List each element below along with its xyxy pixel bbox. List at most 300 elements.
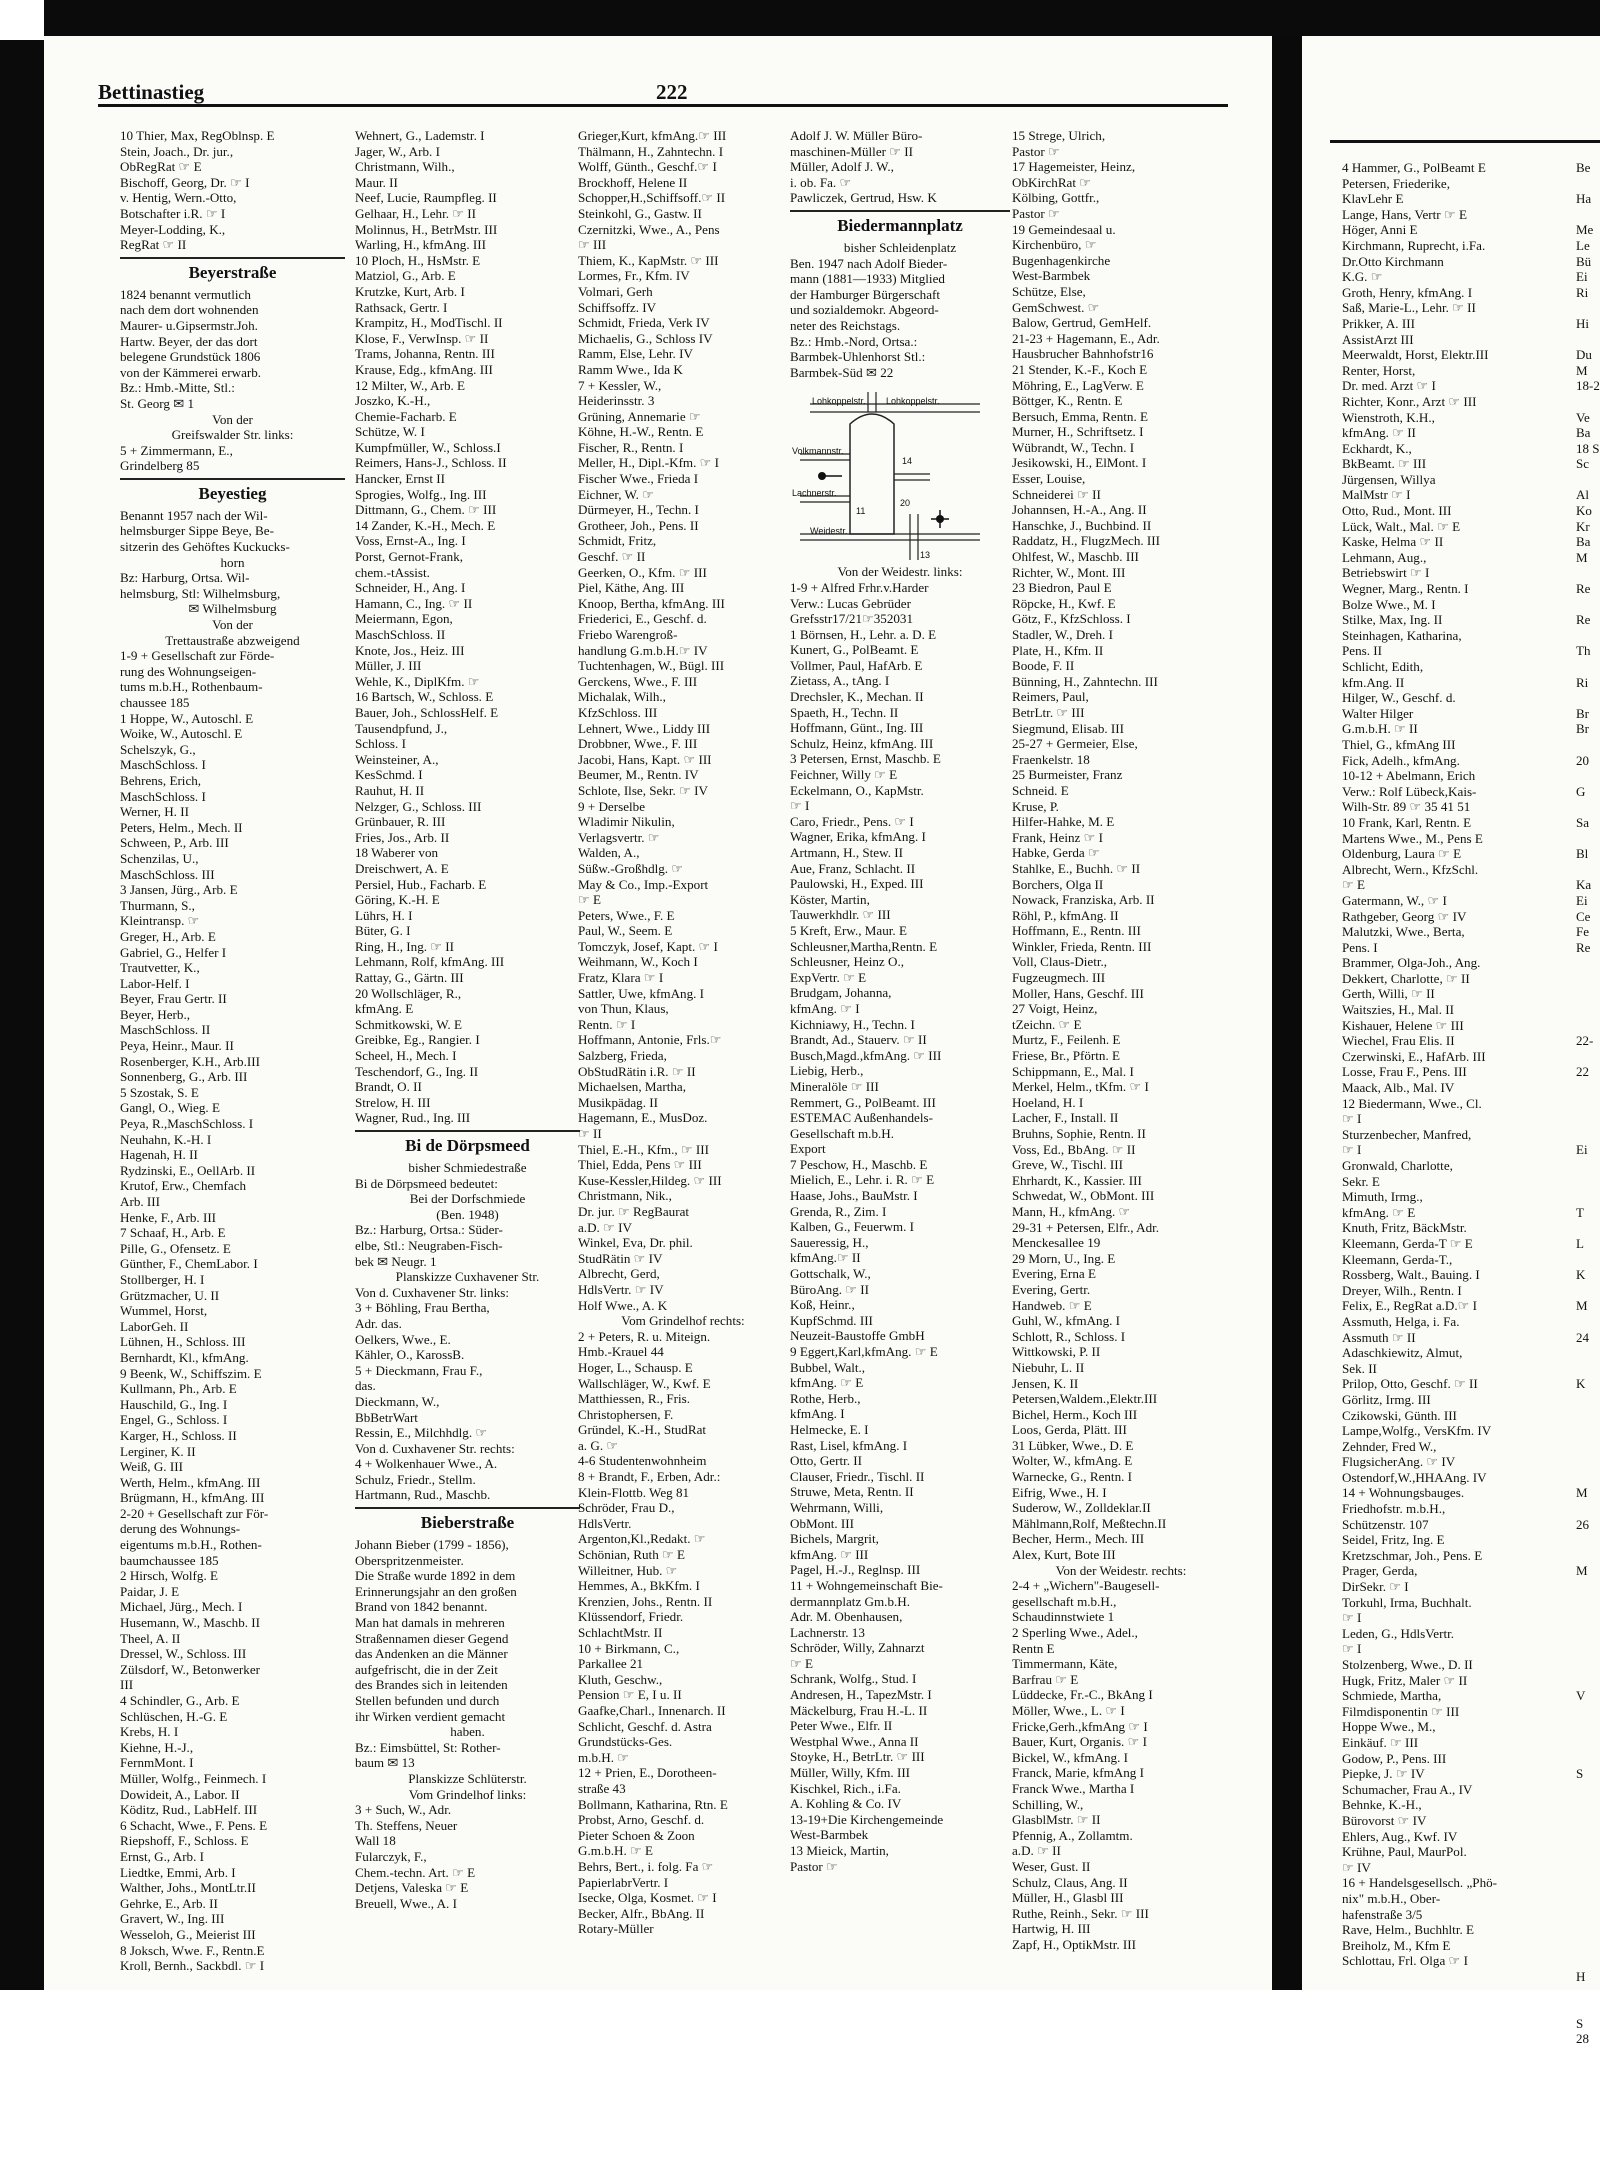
directory-entry: Mann, H., kfmAng. ☞ <box>1012 1203 1131 1219</box>
directory-entry: 4 + Wolkenhauer Wwe., A. <box>355 1456 498 1472</box>
directory-entry: Knuth, Fritz, BäckMstr. <box>1342 1220 1467 1236</box>
directory-entry: Murner, H., Schriftsetz. I <box>1012 424 1144 440</box>
directory-entry: Hoffmann, E., Rentn. III <box>1012 923 1141 939</box>
directory-entry: Th. Steffens, Neuer <box>355 1817 458 1833</box>
directory-entry: G.m.b.H. ☞ E <box>578 1843 654 1859</box>
directory-entry: 10 Thier, Max, RegOblnsp. E <box>120 128 275 143</box>
directory-entry: nix" m.b.H., Ober- <box>1342 1890 1441 1906</box>
directory-entry: Michaelis, G., Schloss IV <box>578 330 713 346</box>
directory-entry: RegRat ☞ II <box>120 237 187 253</box>
directory-entry: Götz, F., KfzSchloss. I <box>1012 611 1131 627</box>
directory-entry: Schenzilas, U., <box>120 850 199 866</box>
map-label: Weidestr. <box>810 526 848 537</box>
directory-entry: 5 + Zimmermann, E., <box>120 442 233 458</box>
directory-entry: Waitszies, H., Mal. II <box>1342 1002 1455 1018</box>
directory-entry: BetrLtr. ☞ III <box>1012 704 1085 720</box>
directory-entry: Kretzschmar, Joh., Pens. E <box>1342 1547 1483 1563</box>
directory-entry: chaussee 185 <box>120 695 190 710</box>
directory-entry: kfmAng. E <box>355 1001 414 1017</box>
directory-entry: Bischoff, Georg, Dr. ☞ I <box>120 174 250 190</box>
directory-entry: Albrecht, Wern., KfzSchl. <box>1342 861 1479 877</box>
directory-entry: Pastor ☞ <box>790 1858 838 1874</box>
directory-entry: Büter, G. I <box>355 923 411 939</box>
directory-entry: Groth, Henry, kfmAng. I <box>1342 284 1473 300</box>
cut-entry-fragment <box>1576 1314 1600 1330</box>
directory-entry: 10 Ploch, H., HsMstr. E <box>355 252 481 268</box>
cut-entry-fragment <box>1576 1813 1600 1829</box>
directory-entry: Peter Wwe., Elfr. II <box>790 1718 893 1734</box>
directory-entry: FlugsicherAng. ☞ IV <box>1342 1454 1456 1470</box>
directory-entry: Fraenkelstr. 18 <box>1012 751 1090 767</box>
directory-entry: Die Straße wurde 1892 in dem <box>355 1568 516 1584</box>
directory-entry: Gangl, O., Wieg. E <box>120 1100 220 1116</box>
directory-entry: 27 Voigt, Heinz, <box>1012 1001 1098 1017</box>
directory-entry: Stellen befunden und durch <box>355 1693 500 1708</box>
map-label: 13 <box>920 550 931 561</box>
directory-entry: Johannsen, H.-A., Ang. II <box>1012 502 1147 518</box>
cut-entry-fragment <box>1576 1844 1600 1860</box>
directory-entry: 3 + Such, W., Adr. <box>355 1802 452 1818</box>
directory-entry: Hoffmann, Günt., Ing. III <box>790 720 924 736</box>
cut-entry-fragment <box>1576 799 1600 815</box>
directory-entry: Schlicht, Geschf. d. Astra <box>578 1718 712 1734</box>
directory-entry: Hagenah, H. II <box>120 1147 198 1163</box>
directory-entry: 13-19+Die Kirchengemeinde <box>790 1811 944 1827</box>
directory-entry: Dieckmann, W., <box>355 1393 440 1409</box>
directory-entry: BbBetrWart <box>355 1409 418 1425</box>
cut-entry-fragment <box>1576 1797 1600 1813</box>
directory-entry: ☞ I <box>1342 1641 1362 1657</box>
directory-entry: Klose, F., VerwInsp. ☞ II <box>355 330 489 346</box>
directory-entry: Dreyer, Wilh., Rentn. I <box>1342 1282 1462 1298</box>
directory-entry: Bersuch, Emma, Rentn. E <box>1012 408 1149 424</box>
directory-entry: KfzSchloss. III <box>578 704 658 720</box>
cut-entry-fragment: S <box>1576 1766 1584 1782</box>
cut-entry-fragment <box>1576 1719 1600 1735</box>
directory-entry: Salzberg, Frieda, <box>578 1048 667 1064</box>
cut-entry-fragment: M <box>1576 1563 1588 1579</box>
directory-entry: Krenzien, Johs., Rentn. II <box>578 1593 713 1609</box>
directory-entry: Gerth, Willi, ☞ II <box>1342 986 1435 1002</box>
street-heading: Bieberstraße <box>355 1507 580 1535</box>
directory-entry: belegene Grundstück 1806 <box>120 349 261 365</box>
directory-entry: Piel, Käthe, Ang. III <box>578 580 685 596</box>
directory-entry: ☞ E <box>790 1655 814 1671</box>
directory-entry: Thiel, E.-H., Kfm., ☞ III <box>578 1141 710 1157</box>
directory-entry: Pfennig, A., Zollamtm. <box>1012 1827 1133 1843</box>
cut-entry-fragment <box>1576 955 1600 971</box>
directory-entry: Reimers, Paul, <box>1012 689 1089 705</box>
directory-entry: Gehrke, E., Arb. II <box>120 1895 218 1911</box>
directory-entry: Grieger,Kurt, kfmAng.☞ III <box>578 128 727 143</box>
directory-entry: Gaafke,Charl., Innenarch. II <box>578 1702 726 1718</box>
directory-entry: Paidar, J. E <box>120 1583 180 1599</box>
cut-entry-fragment: M <box>1576 549 1588 565</box>
directory-entry: Handweb. ☞ E <box>1012 1297 1092 1313</box>
directory-entry: Kleemann, Gerda-T ☞ E <box>1342 1235 1473 1251</box>
directory-entry: ihr Wirken verdient gemacht <box>355 1708 506 1724</box>
directory-entry: 7 + Kessler, W., <box>578 377 662 393</box>
directory-entry: Trams, Johanna, Rentn. III <box>355 346 495 362</box>
directory-entry: Höger, Anni E <box>1342 222 1418 238</box>
directory-entry: Westphal Wwe., Anna II <box>790 1733 919 1749</box>
directory-entry: Probst, Arno, Geschf. d. <box>578 1812 705 1828</box>
directory-entry: Kalben, G., Feuerwm. I <box>790 1219 914 1235</box>
directory-entry: 3 + Böhling, Frau Bertha, <box>355 1300 490 1316</box>
cut-entry-fragment <box>1576 565 1600 581</box>
directory-entry: Müller, H., Glasbl III <box>1012 1890 1124 1906</box>
directory-entry: Export <box>790 1141 826 1157</box>
directory-entry: Einkäuf. ☞ III <box>1342 1734 1419 1750</box>
map-label: Lohkoppelstr. <box>812 396 866 407</box>
directory-entry: kfmAng.☞ II <box>790 1250 861 1266</box>
directory-entry: Bruhns, Sophie, Rentn. II <box>1012 1126 1146 1141</box>
cut-entry-fragment <box>1576 176 1600 192</box>
directory-entry: 1824 benannt vermutlich <box>120 286 251 302</box>
directory-entry: GlasblMstr. ☞ II <box>1012 1812 1101 1828</box>
directory-entry: Neuhahn, K.-H. I <box>120 1131 212 1147</box>
directory-entry: DirSekr. ☞ I <box>1342 1579 1409 1595</box>
directory-entry: baum ✉ 13 <box>355 1755 415 1771</box>
section-note: ✉ Wilhelmsburg <box>188 601 277 617</box>
cut-entry-fragment: 24 <box>1576 1329 1589 1345</box>
cut-entry-fragment: 20 <box>1576 752 1589 768</box>
directory-entry: Breiholz, M., Kfm E <box>1342 1937 1451 1953</box>
directory-entry: Struwe, Meta, Rentn. II <box>790 1484 914 1500</box>
directory-entry: Otto, Rud., Mont. III <box>1342 503 1452 519</box>
directory-entry: Röpcke, H., Kwf. E <box>1012 595 1116 611</box>
directory-entry: bek ✉ Neugr. 1 <box>355 1253 437 1269</box>
directory-entry: Schlott, R., Schloss. I <box>1012 1328 1126 1344</box>
cut-entry-fragment: Ei <box>1576 269 1588 285</box>
directory-entry: Schütze, Else, <box>1012 283 1086 299</box>
directory-entry: helmsburger Sippe Beye, Be- <box>120 523 274 539</box>
cut-entry-fragment <box>1576 1174 1600 1190</box>
cut-entry-fragment: Bü <box>1576 253 1592 269</box>
cut-entry-fragment: V <box>1576 1688 1586 1704</box>
directory-entry: Ernst, G., Arb. I <box>120 1848 205 1864</box>
directory-entry: Müller, Adolf J. W., <box>790 159 894 175</box>
directory-entry: Grotheer, Joh., Pens. II <box>578 517 699 533</box>
directory-entry: Becker, Alfr., BbAng. II <box>578 1905 705 1921</box>
directory-entry: Ostendorf,W.,HHAAng. IV <box>1342 1469 1487 1485</box>
directory-entry: Joszko, K.-H., <box>355 393 431 409</box>
directory-entry: Niebuhr, L. II <box>1012 1359 1085 1375</box>
directory-entry: 17 Hagemeister, Heinz, <box>1012 159 1136 175</box>
directory-entry: 16 + Handelsgesellsch. „Phö- <box>1342 1875 1498 1891</box>
directory-entry: 8 Joksch, Wwe. F., Rentn.E <box>120 1942 265 1958</box>
directory-entry: Kullmann, Ph., Arb. E <box>120 1381 237 1397</box>
directory-entry: Botschafter i.R. ☞ I <box>120 205 226 221</box>
directory-entry: Peya, Heinr., Maur. II <box>120 1038 234 1054</box>
directory-entry: 7 Peschow, H., Maschb. E <box>790 1156 928 1172</box>
directory-entry: Brandt, Ad., Stauerv. ☞ II <box>790 1032 927 1048</box>
directory-entry: 15 Strege, Ulrich, <box>1012 128 1106 143</box>
directory-entry: Kuse-Kessler,Hildeg. ☞ III <box>578 1172 722 1188</box>
cut-entry-fragment <box>1576 1408 1600 1424</box>
cut-entry-fragment: Le <box>1576 237 1590 253</box>
directory-entry: Kiehne, H.-J., <box>120 1739 194 1755</box>
cut-entry-fragment: S <box>1576 2015 1584 2031</box>
directory-entry: Eifrig, Wwe., H. I <box>1012 1484 1107 1500</box>
directory-entry: Richter, Konr., Arzt ☞ III <box>1342 393 1477 409</box>
section-note: bisher Schmiedestraße <box>408 1160 527 1175</box>
section-note: Greifswalder Str. links: <box>171 427 294 443</box>
directory-entry: Bolze Wwe., M. I <box>1342 596 1436 612</box>
map-label: Lohkoppelstr. <box>886 396 940 407</box>
directory-entry: Artmann, H., Stew. II <box>790 845 903 860</box>
header-rule <box>98 104 1228 107</box>
directory-column-4 <box>790 128 1010 1958</box>
directory-entry: Czerwinski, E., HafArb. III <box>1342 1048 1486 1064</box>
directory-entry: Koß, Heinr., <box>790 1297 855 1313</box>
directory-entry: Paul, W., Seem. E <box>578 923 673 939</box>
street-heading: Beyestieg <box>120 478 345 506</box>
directory-entry: Köditz, Rud., LabHelf. III <box>120 1802 258 1818</box>
cut-entry-fragment: Fe <box>1576 924 1589 940</box>
section-note: Planskizze Schlüterstr. <box>408 1770 527 1786</box>
directory-entry: 29 Morn, U., Ing. E <box>1012 1250 1116 1266</box>
cut-entry-fragment: Re <box>1576 581 1591 597</box>
directory-entry: MaschSchloss. I <box>120 788 206 804</box>
directory-entry: Bz.: Harburg, Ortsa.: Süder- <box>355 1222 503 1238</box>
directory-entry: Friebo Warengroß- <box>578 627 678 642</box>
cut-entry-fragment: Br <box>1576 705 1589 721</box>
cut-entry-fragment: Hi <box>1576 315 1589 331</box>
directory-entry: Saß, Marie-L., Lehr. ☞ II <box>1342 300 1476 316</box>
directory-entry: Arb. III <box>120 1194 160 1209</box>
directory-entry: Grünbauer, R. III <box>355 814 446 830</box>
directory-entry: Tomczyk, Josef, Kapt. ☞ I <box>578 938 718 954</box>
directory-entry: Caro, Friedr., Pens. ☞ I <box>790 813 914 829</box>
directory-entry: helmsburg, Stl: Wilhelmsburg, <box>120 585 281 601</box>
directory-entry: ☞ I <box>1342 1610 1362 1626</box>
directory-entry: Friederici, E., Geschf. d. <box>578 611 707 627</box>
directory-entry: Barfrau ☞ E <box>1012 1671 1079 1687</box>
directory-entry: 5 + Dieckmann, Frau F., <box>355 1362 483 1378</box>
directory-entry: Wiechel, Frau Elis. II <box>1342 1033 1455 1049</box>
directory-entry: Meiermann, Egon, <box>355 611 453 627</box>
map-label: 11 <box>856 506 866 517</box>
directory-entry: mann (1881—1933) Mitglied <box>790 271 945 287</box>
directory-entry: Hamann, C., Ing. ☞ II <box>355 595 473 611</box>
directory-entry: Timmermann, Käte, <box>1012 1656 1118 1672</box>
directory-entry: Schulz, Heinz, kfmAng. III <box>790 735 934 751</box>
directory-entry: 13 Mieick, Martin, <box>790 1843 889 1858</box>
directory-entry: gesellschaft m.b.H., <box>1012 1593 1117 1609</box>
directory-entry: Schneid. E <box>1012 782 1069 798</box>
directory-entry: Albrecht, Gerd, <box>578 1266 660 1282</box>
map-label: 20 <box>900 498 911 509</box>
directory-entry: 10-12 + Abelmann, Erich <box>1342 768 1476 784</box>
page-number: 222 <box>656 80 688 104</box>
directory-entry: Barmbek-Uhlenhorst Stl.: <box>790 349 926 365</box>
directory-entry: ObKirchRat ☞ <box>1012 174 1092 190</box>
directory-entry: Ohlfest, W., Maschb. III <box>1012 549 1139 565</box>
directory-entry: Stollberger, H. I <box>120 1271 205 1287</box>
directory-entry: Hartmann, Rud., Maschb. <box>355 1487 491 1503</box>
directory-entry: Günther, F., ChemLabor. I <box>120 1256 258 1272</box>
directory-entry: Pieter Schoen & Zoon <box>578 1827 695 1843</box>
cut-entry-fragment: Ce <box>1576 908 1591 924</box>
directory-entry: Rave, Helm., Buchhltr. E <box>1342 1922 1475 1938</box>
directory-entry: Johann Bieber (1799 - 1856), <box>355 1537 509 1553</box>
directory-entry: Maurer- u.Gipsermstr.Joh. <box>120 317 258 333</box>
page-right-header-rule <box>1330 140 1600 143</box>
directory-entry: 12 Biedermann, Wwe., Cl. <box>1342 1095 1482 1111</box>
directory-entry: ☞ E <box>1342 877 1366 893</box>
directory-entry: Wall 18 <box>355 1833 396 1849</box>
directory-entry: Hartwig, H. III <box>1012 1921 1091 1937</box>
directory-entry: Prager, Gerda, <box>1342 1563 1418 1579</box>
cut-entry-fragment: Re <box>1576 612 1591 628</box>
directory-entry: Oberspritzenmeister. <box>355 1552 464 1568</box>
directory-entry: das Andenken an die Männer <box>355 1646 508 1662</box>
section-note: horn <box>220 554 245 570</box>
directory-entry: Kroll, Bernh., Sackbdl. ☞ I <box>120 1958 265 1974</box>
directory-entry: Meller, H., Dipl.-Kfm. ☞ I <box>578 455 720 471</box>
directory-entry: Kaske, Helma ☞ II <box>1342 534 1444 550</box>
directory-entry: Borchers, Olga II <box>1012 876 1104 892</box>
directory-entry: 14 + Wohnungsbauges. <box>1342 1485 1465 1501</box>
directory-entry: Michaelsen, Martha, <box>578 1079 686 1095</box>
directory-entry: Warnecke, G., Rentn. I <box>1012 1469 1133 1485</box>
directory-entry: Klein-Flottb. Weg 81 <box>578 1484 690 1500</box>
directory-entry: Argenton,Kl.,Redakt. ☞ <box>578 1531 706 1547</box>
directory-entry: kfmAng. ☞ E <box>790 1375 864 1391</box>
directory-entry: Schiffsoffz. IV <box>578 299 657 315</box>
directory-entry: MaschSchloss. II <box>120 1022 211 1038</box>
directory-entry: Prilop, Otto, Geschf. ☞ II <box>1342 1376 1478 1392</box>
directory-entry: Kölbing, Gottfr., <box>1012 190 1100 206</box>
cut-entry-fragment <box>1576 1782 1600 1798</box>
directory-entry: Molinnus, H., BetrMstr. III <box>355 221 498 237</box>
cut-entry-fragment <box>1576 1392 1600 1408</box>
directory-entry: Maack, Alb., Mal. IV <box>1342 1080 1455 1096</box>
directory-entry: Paulowski, H., Exped. III <box>790 876 924 892</box>
directory-entry: ☞ I <box>790 798 810 814</box>
directory-entry: Matthiessen, R., Fris. <box>578 1391 691 1407</box>
directory-entry: 5 Kreft, Erw., Maur. E <box>790 922 907 938</box>
directory-entry: Bugenhagenkirche <box>1012 252 1111 268</box>
directory-entry: 2 + Peters, R. u. Miteign. <box>578 1328 711 1344</box>
directory-entry: Greger, H., Arb. E <box>120 928 216 944</box>
directory-entry: HdlsVertr. ☞ IV <box>578 1281 664 1297</box>
cut-entry-fragment: Sa <box>1576 814 1589 830</box>
directory-entry: Dr.Otto Kirchmann <box>1342 253 1444 269</box>
cut-entry-fragment: M <box>1576 1298 1588 1314</box>
directory-entry: Kähler, O., KarossB. <box>355 1347 465 1363</box>
directory-entry: Guhl, W., kfmAng. I <box>1012 1313 1121 1329</box>
directory-entry: KupfSchmd. III <box>790 1312 873 1328</box>
section-note: Bei der Dorfschmiede <box>409 1191 526 1207</box>
directory-entry: Kischkel, Rich., i.Fa. <box>790 1780 901 1796</box>
cut-entry-fragment: G <box>1576 783 1586 799</box>
directory-entry: Schmiede, Martha, <box>1342 1688 1442 1704</box>
directory-entry: Schleusner,Martha,Rentn. E <box>790 938 938 954</box>
directory-entry: 2-20 + Gesellschaft zur För- <box>120 1505 269 1521</box>
section-note: Trettaustraße abzweigend <box>165 632 300 648</box>
cut-entry-fragment <box>1576 1735 1600 1751</box>
directory-entry: Kunert, G., PolBeamt. E <box>790 642 919 658</box>
directory-entry: Schulz, Friedr., Stellm. <box>355 1471 476 1487</box>
scan-margin-bottom <box>0 1990 1600 2177</box>
directory-entry: Ramm, Else, Lehr. IV <box>578 346 693 362</box>
directory-entry: Weinsteiner, A., <box>355 751 439 767</box>
directory-entry: Brand von 1842 benannt. <box>355 1599 488 1615</box>
directory-entry: Bichel, Herm., Koch III <box>1012 1406 1138 1422</box>
directory-entry: Thälmann, H., Zahntechn. I <box>578 143 724 159</box>
directory-entry: Siegmund, Elisab. III <box>1012 720 1125 736</box>
directory-entry: Willeitner, Hub. ☞ <box>578 1562 678 1578</box>
directory-entry: Schloss. I <box>355 736 406 752</box>
directory-entry: m.b.H. ☞ <box>578 1749 630 1765</box>
directory-entry: Peters, Helm., Mech. II <box>120 819 243 835</box>
directory-entry: Gründel, K.-H., StudRat <box>578 1422 707 1438</box>
directory-entry: Feichner, Willy ☞ E <box>790 767 898 783</box>
directory-entry: Köster, Martin, <box>790 891 870 907</box>
directory-entry: FernmMont. I <box>120 1755 194 1771</box>
directory-column-3 <box>578 128 788 1958</box>
directory-entry: eigentums m.b.H., Rothen- <box>120 1537 262 1553</box>
directory-entry: Dekkert, Charlotte, ☞ II <box>1342 970 1470 986</box>
directory-entry: Wübrandt, W., Techn. I <box>1012 439 1135 455</box>
directory-entry: Grützmacher, U. II <box>120 1287 220 1303</box>
cut-entry-fragment <box>1576 597 1600 613</box>
section-note: Von der Weidestr. links: <box>837 564 963 580</box>
directory-entry: Jager, W., Arb. I <box>355 143 440 159</box>
directory-entry: Hoger, L., Schausp. E <box>578 1359 693 1375</box>
directory-entry: Wummel, Horst, <box>120 1303 208 1319</box>
directory-entry: Trautvetter, K., <box>120 960 200 976</box>
directory-entry: Rothe, Herb., <box>790 1390 861 1406</box>
directory-entry: Lehmann, Aug., <box>1342 549 1427 565</box>
directory-entry: Rosenberger, K.H., Arb.III <box>120 1053 260 1069</box>
directory-entry: Ressin, E., Milchhdlg. ☞ <box>355 1425 488 1441</box>
directory-entry: Pawliczek, Gertrud, Hsw. K <box>790 190 937 206</box>
directory-entry: ☞ I <box>1342 1142 1362 1158</box>
directory-entry: 14 Zander, K.-H., Mech. E <box>355 517 496 533</box>
directory-entry: Sekr. E <box>1342 1173 1380 1189</box>
directory-entry: Haase, Johs., BauMstr. I <box>790 1188 918 1204</box>
directory-entry: Winkler, Frieda, Rentn. III <box>1012 938 1152 954</box>
directory-entry: 1 Hoppe, W., Autoschl. E <box>120 710 254 726</box>
cut-entry-fragment: M <box>1576 1485 1588 1501</box>
directory-entry: 12 + Prien, E., Dorotheen- <box>578 1765 717 1781</box>
directory-entry: Hemmes, A., BkKfm. I <box>578 1578 700 1594</box>
directory-entry: Matziol, G., Arb. E <box>355 268 456 284</box>
directory-entry: ObRegRat ☞ E <box>120 159 202 175</box>
directory-entry: Verw.: Rolf Lübeck,Kais- <box>1342 783 1477 799</box>
directory-entry: Lachnerstr. 13 <box>790 1624 865 1640</box>
directory-entry: Detjens, Valeska ☞ E <box>355 1880 469 1896</box>
directory-entry: Musikpädag. II <box>578 1094 659 1110</box>
directory-entry: BkBeamt. ☞ III <box>1342 456 1427 472</box>
cut-entry-fragment <box>1576 1641 1600 1657</box>
directory-entry: Schleusner, Heinz O., <box>790 954 905 970</box>
directory-entry: Leden, G., HdlsVertr. <box>1342 1625 1454 1641</box>
directory-entry: Tuchtenhagen, W., Bügl. III <box>578 658 725 674</box>
directory-entry: Evering, Erna E <box>1012 1266 1096 1282</box>
directory-entry: MaschSchloss. I <box>120 757 206 773</box>
directory-entry: Adr. M. Obenhausen, <box>790 1609 903 1625</box>
directory-entry: 2 Hirsch, Wolfg. E <box>120 1568 218 1584</box>
directory-entry: Alex, Kurt, Bote III <box>1012 1547 1116 1563</box>
cut-entry-fragment: Me <box>1576 222 1594 238</box>
directory-entry: Ramm Wwe., Ida K <box>578 361 683 377</box>
cut-entry-fragment <box>1576 1454 1600 1470</box>
directory-entry: Von d. Cuxhavener Str. links: <box>355 1284 509 1300</box>
